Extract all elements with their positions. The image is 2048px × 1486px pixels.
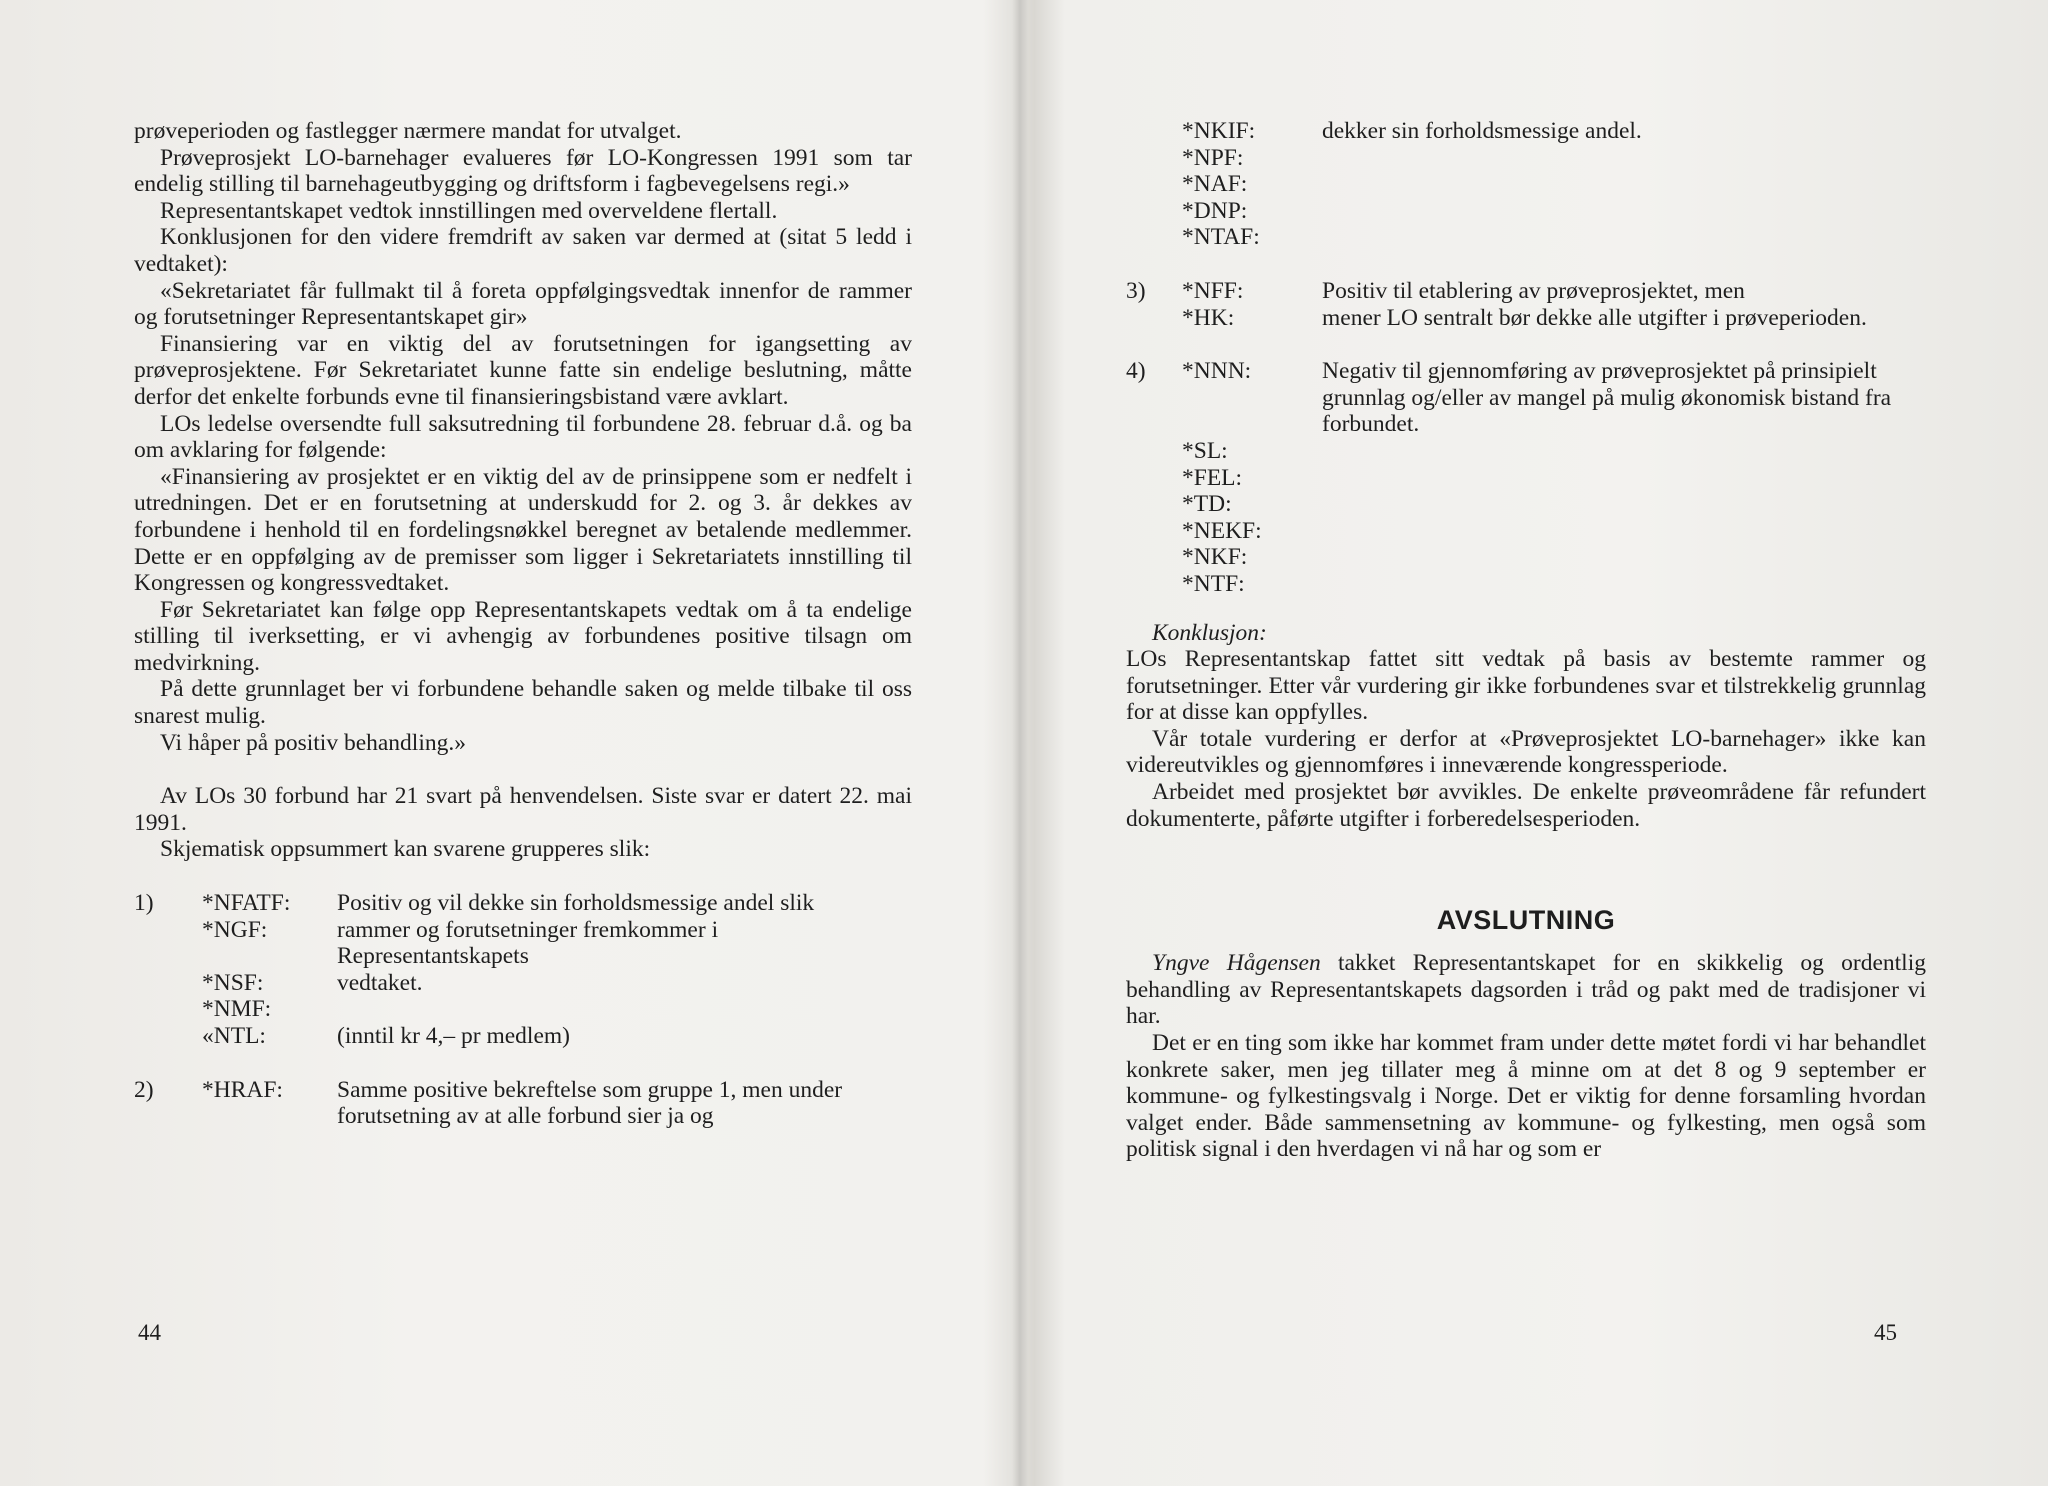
group-row [1126, 518, 1926, 545]
paragraph: Prøveprosjekt LO-barnehager evalueres før LO-Kongressen 1991 som tar endelig stilling til barnehageutbygging og driftsform i fagbevegelsens regi.» [134, 144, 912, 198]
paragraph: Det er en ting som ikke har kommet fram under dette møtet fordi vi har behandlet konkrete saker, men jeg tillater meg å minne om at det 8 og 9 september er kommune- og fylkestingsvalg i Norge. Det er viktig for denne forsamling hvordan valget ender. Både sammensetning av kommune- og fylkesting, men også som politisk signal i den hverdagen vi nå har og som er [1126, 1030, 1926, 1163]
spacer [134, 756, 912, 783]
paragraph: Finansiering var en viktig del av forutsetningen for igangsetting av prøveprosjektene. Før Sekretariatet kunne fatte sin endelige beslutning, måtte derfor det enkelte forbunds evne til finansieringsbistand være avklart. [134, 330, 912, 410]
paragraph: Vår totale vurdering er derfor at «Prøveprosjektet LO-barnehager» ikke kan videreutvikles og gjennomføres i inneværende kongressperiode. [1126, 725, 1926, 779]
group-description: Negativ til gjennomføring av prøveprosjektet på prinsipielt grunnlag og/eller av mangel på mulig økonomisk bistand fra forbundet. [1322, 358, 1892, 438]
paragraph: prøveperioden og fastlegger nærmere mandat for utvalget. [134, 118, 682, 144]
group-row [1126, 544, 1926, 571]
union-code: *NGF: [202, 916, 268, 943]
page-44 [0, 0, 1020, 1486]
quote-paragraph: Før Sekretariatet kan følge opp Representantskapets vedtak om å ta endelige stilling til iverksetting, er vi avhengig av forbundenes positive tilsagn om medvirkning. [134, 596, 912, 676]
paragraph: Av LOs 30 forbund har 21 svart på henvendelsen. Siste svar er datert 22. mai 1991. [134, 783, 912, 836]
union-code: *TD: [1182, 491, 1232, 518]
union-code: *NFF: [1182, 277, 1244, 304]
paragraph: Representantskapet vedtok innstillingen med overveldene flertall. [160, 197, 778, 224]
union-code: *NKF: [1182, 544, 1248, 571]
group-row [1126, 438, 1926, 465]
spacer [1126, 598, 1926, 620]
paragraph: LOs Representantskap fattet sitt vedtak på basis av bestemte rammer og forutsetninger. Etter vår vurdering gir ikke forbundenes svar et tilstrekkelig grunnlag for at disse kan oppfylles. [1126, 646, 1926, 726]
right-column [1126, 118, 1926, 1163]
group-row [1126, 171, 1926, 198]
group-row [1126, 571, 1926, 598]
group-row [134, 1077, 912, 1130]
group-row [134, 970, 912, 997]
union-code: *NFATF: [202, 890, 291, 917]
group-row [134, 917, 912, 970]
union-code: *NTAF: [1182, 224, 1260, 251]
quote-paragraph: På dette grunnlaget ber vi forbundene behandle saken og melde tilbake til oss snarest mulig. [134, 676, 912, 730]
group-number: 4) [1126, 358, 1146, 385]
group-row [134, 1023, 912, 1050]
paragraph: Konklusjonen for den videre fremdrift av saken var dermed at (sitat 5 ledd i vedtaket): [134, 224, 912, 277]
union-code: *NNN: [1182, 358, 1252, 385]
quote-paragraph: Vi håper på positiv behandling.» [160, 729, 466, 756]
paragraph-text: takket Representantskapet for en skikkelig og ordentlig behandling av Representantskapets dagsorden i tråd og pakt med de tradisjoner vi har. [1126, 950, 1926, 1030]
group-description: rammer og forutsetninger fremkommer i Representantskapets [337, 916, 719, 970]
union-code: *NPF: [1182, 144, 1244, 171]
union-code: *FEL: [1182, 464, 1243, 491]
section-heading: AVSLUTNING [1436, 905, 1616, 936]
page-number: 44 [138, 1320, 161, 1345]
paragraph: Arbeidet med prosjektet bør avvikles. De enkelte prøveområdene får refundert dokumenterte, påførte utgifter i forberedelsesperioden. [1126, 779, 1926, 832]
group-number: 1) [134, 890, 154, 917]
quote-paragraph: «Sekretariatet får fullmakt til å foreta oppfølgingsvedtak innenfor de rammer og forutsetninger Representantskapet gir» [134, 277, 912, 331]
union-code: *NSF: [202, 969, 264, 996]
union-code: *NAF: [1182, 171, 1248, 198]
union-code: *HK: [1182, 304, 1235, 331]
page-number: 45 [1874, 1320, 1897, 1345]
union-code: *NMF: [202, 996, 272, 1023]
spacer [1126, 936, 1926, 950]
group-row [1126, 278, 1926, 305]
spacer [1126, 331, 1926, 358]
union-code: *NKIF: [1182, 118, 1256, 144]
group-description: Positiv til etablering av prøveprosjektet, men [1322, 277, 1745, 304]
spacer [1126, 832, 1926, 904]
group-description: Positiv og vil dekke sin forholdsmessige andel slik [337, 890, 815, 917]
union-code: *NEKF: [1182, 517, 1262, 544]
group-description: vedtaket. [337, 969, 423, 996]
quote-paragraph: «Finansiering av prosjektet er en viktig del av de prinsippene som er nedfelt i utredningen. Det er en forutsetning at underskudd for 2. og 3. år dekkes av forbundene i henhold til en fordelingsnøkkel beregnet av betalende medlemmer. Dette er en oppfølging av de premisser som ligger i Sekretariatets innstilling til Kongressen og kongressvedtaket. [134, 463, 912, 597]
group-number: 3) [1126, 277, 1146, 304]
group-row [1126, 118, 1926, 145]
group-number: 2) [134, 1076, 154, 1103]
group-row [1126, 224, 1926, 251]
group-row [134, 890, 912, 917]
group-description: mener LO sentralt bør dekke alle utgifter i prøveperioden. [1322, 304, 1867, 331]
group-description: (inntil kr 4,– pr medlem) [337, 1023, 570, 1049]
conclusion-label: Konklusjon: [1152, 619, 1267, 646]
speaker-name: Yngve Hågensen [1152, 950, 1321, 977]
spacer [134, 863, 912, 890]
page-45 [1020, 0, 2048, 1486]
group-row [1126, 358, 1926, 438]
left-column [134, 118, 912, 1130]
group-row [134, 996, 912, 1023]
union-code: *DNP: [1182, 197, 1248, 224]
union-code: «NTL: [202, 1023, 266, 1049]
spacer [1126, 251, 1926, 278]
group-description: dekker sin forholdsmessige andel. [1322, 118, 1642, 144]
group-row [1126, 198, 1926, 225]
paragraph: Skjematisk oppsummert kan svarene grupperes slik: [160, 836, 651, 863]
union-code: *HRAF: [202, 1076, 283, 1103]
group-row [1126, 491, 1926, 518]
paragraph: LOs ledelse oversendte full saksutredning til forbundene 28. februar d.å. og ba om avklaring for følgende: [134, 410, 912, 464]
spacer [134, 1050, 912, 1077]
group-row [1126, 305, 1926, 332]
union-code: *SL: [1182, 437, 1228, 464]
union-code: *NTF: [1182, 570, 1245, 597]
group-row [1126, 145, 1926, 172]
group-row [1126, 465, 1926, 492]
paragraph [1126, 950, 1926, 1030]
group-description: Samme positive bekreftelse som gruppe 1, men under forutsetning av at alle forbund sier ja og [337, 1076, 843, 1130]
